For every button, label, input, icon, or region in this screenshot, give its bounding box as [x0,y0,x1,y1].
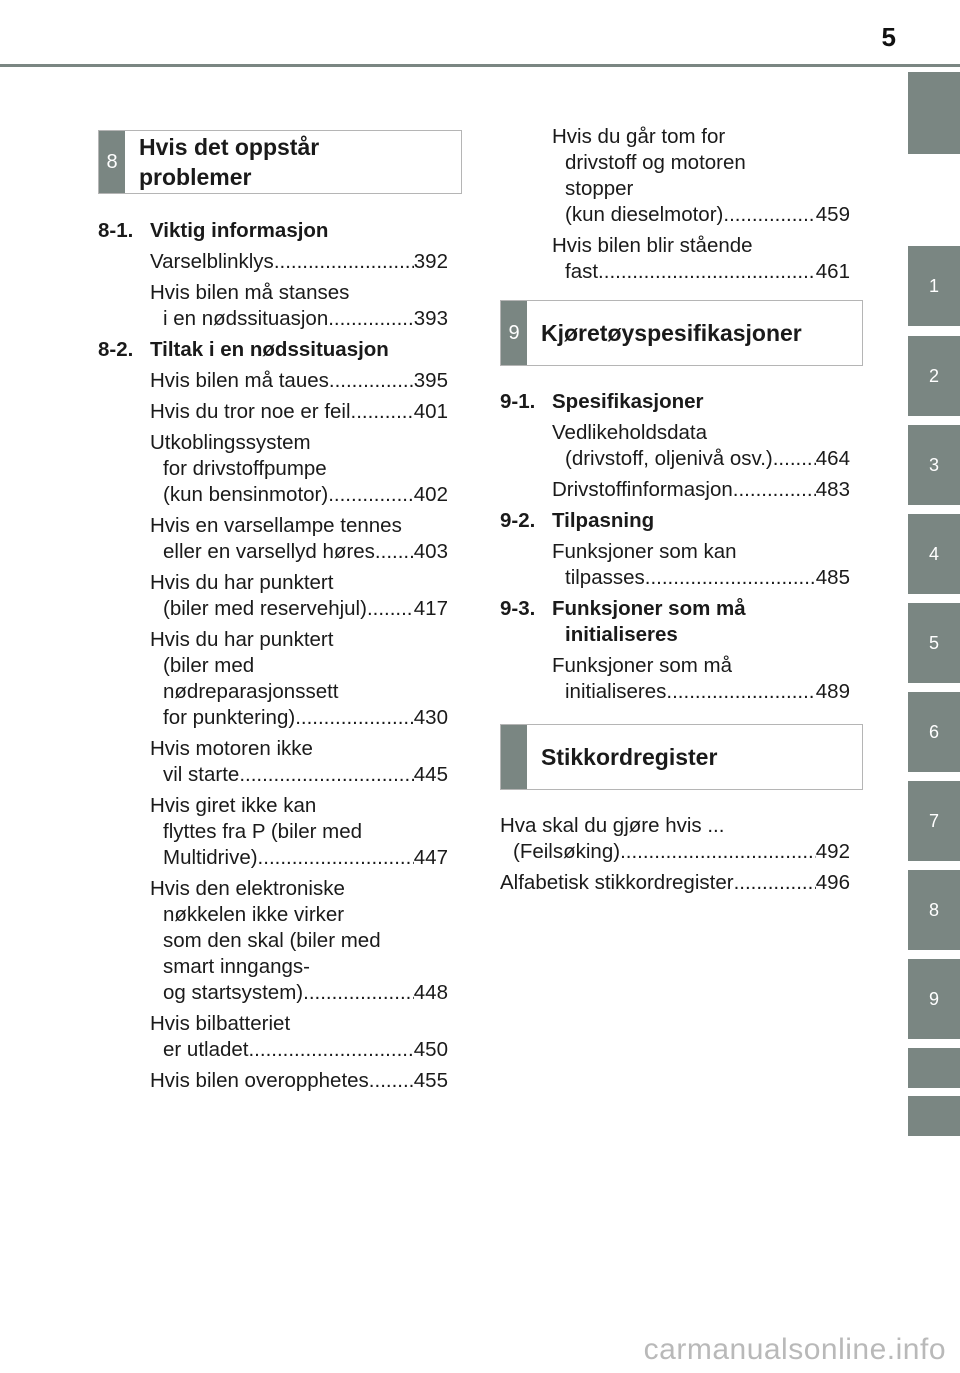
toc-entry-row [552,477,850,503]
page-ref: 403 [413,540,448,563]
section-8-header [98,130,462,194]
leader-dots [328,306,414,332]
section-tag: 9 [501,301,527,365]
toc-entry-row [150,596,448,622]
toc-group-number: 9-2. [500,509,536,532]
leader-dots [328,482,414,508]
toc-entry-text: drivstoff og motoren [565,151,746,174]
toc-entry-row [552,565,850,591]
section-tag-blank [501,725,527,789]
toc-entry-row [150,306,448,332]
leader-dots [375,539,414,565]
toc-entry[interactable] [98,280,448,332]
leader-dots [734,870,816,896]
toc-entry-text: stopper [565,177,634,200]
toc-entry-text: er utladet [163,1038,249,1061]
toc-entry-text: Hvis bilen blir stående [552,234,753,257]
toc-entry-text: Hvis du går tom for [552,125,726,148]
toc-group-title: Tilpasning [552,509,655,532]
leader-dots [239,762,413,788]
toc-entry-text: (Feilsøking) [513,840,621,863]
page-ref: 395 [413,369,448,392]
toc-entry-text: (kun bensinmotor) [163,483,329,506]
page-ref: 461 [815,260,850,283]
spacer [500,705,850,710]
toc-entry-text: og startsystem) [163,981,304,1004]
page-ref: 448 [413,981,448,1004]
toc-entry-text: Varselblinklys [150,250,274,273]
toc-group-title: Funksjoner som må [552,597,746,620]
toc-entry[interactable] [98,793,448,871]
toc-entry-row [150,539,448,565]
section-title: Stikkordregister [541,744,718,770]
leader-dots [274,249,414,275]
page-ref: 402 [413,483,448,506]
page-number: 5 [881,22,896,52]
toc-entry-row [150,980,448,1006]
toc-column-left [98,218,448,1099]
toc-entry[interactable] [500,124,850,228]
toc-entry-row [150,845,448,871]
toc-group-title: Tiltak i en nødssituasjon [150,338,389,361]
toc-group-title: Viktig informasjon [150,219,329,242]
toc-entry-text: for punktering) [163,706,296,729]
chapter-tab-label: 6 [928,721,939,742]
leader-dots [258,845,414,871]
section-title-line: Hvis det oppstår [139,134,320,160]
toc-entry-text: for drivstoffpumpe [163,457,327,480]
toc-entry-text: Hvis bilen overopphetes [150,1069,369,1092]
chapter-tab-label: 1 [928,275,939,296]
toc-entry[interactable] [98,736,448,788]
toc-entry[interactable] [500,420,850,472]
chapter-tab-7[interactable] [908,781,960,861]
toc-entry-row [150,705,448,731]
toc-entry[interactable] [98,368,448,394]
page-ref: 464 [815,447,850,470]
toc-entry[interactable] [98,513,448,565]
page-ref: 496 [815,871,850,894]
chapter-tab-label: 9 [928,988,939,1009]
leader-dots [723,202,815,228]
toc-entry-text: Hvis den elektroniske [150,877,345,900]
toc-entry-text: (kun dieselmotor) [565,203,724,226]
toc-group-title: Spesifikasjoner [552,390,704,413]
chapter-tab-label: 4 [928,543,939,564]
toc-entry[interactable] [500,653,850,705]
chapter-tab-label: 7 [928,810,939,831]
page-ref: 430 [413,706,448,729]
leader-dots [248,1037,413,1063]
toc-entry[interactable] [500,477,850,503]
leader-dots [367,596,414,622]
toc-group-heading-cont [500,622,850,648]
spacer [98,1094,448,1099]
page-ref: 450 [413,1038,448,1061]
toc-entry-text: Utkoblingssystem [150,431,311,454]
toc-entry[interactable] [98,627,448,731]
toc-entry[interactable] [98,1068,448,1094]
toc-entry[interactable] [98,249,448,275]
toc-entry[interactable] [98,399,448,425]
chapter-tab-blank-top [908,72,960,154]
chapter-tab-blank-a [908,1048,960,1088]
leader-dots [351,399,414,425]
toc-entry-text: som den skal (biler med [163,929,381,952]
spacer [500,285,850,290]
toc-entry-text: i en nødssituasjon [163,307,329,330]
toc-entry-text: Funksjoner som kan [552,540,737,563]
toc-entry-text: fast [565,260,599,283]
chapter-tab-8[interactable] [908,870,960,950]
leader-dots [598,259,816,285]
leader-dots [369,1068,414,1094]
chapter-tab-2[interactable] [908,336,960,416]
toc-entry-row [150,482,448,508]
toc-entry-text: tilpasses [565,566,645,589]
chapter-tab-4[interactable] [908,514,960,594]
toc-entry[interactable] [500,870,850,896]
toc-column-right-section9 [500,389,850,710]
toc-entry-text: Hvis bilen må taues [150,369,329,392]
toc-entry-row [150,399,448,425]
page-ref: 447 [413,846,448,869]
toc-entry-row [150,249,448,275]
toc-entry-text: (biler med reservehjul) [163,597,367,620]
toc-entry-text: eller en varsellyd høres [163,540,375,563]
leader-dots [329,368,414,394]
toc-entry-row [552,259,850,285]
chapter-tab-label: 5 [928,632,939,653]
toc-entry-row [552,679,850,705]
chapter-tab-5[interactable] [908,603,960,683]
toc-column-right-continued [500,124,850,290]
toc-entry-text: (biler med [163,654,255,677]
leader-dots [295,705,414,731]
section-title: Kjøretøyspesifikasjoner [541,320,802,346]
toc-group-number: 9-1. [500,390,536,413]
toc-entry-row [150,1037,448,1063]
chapter-tab-6[interactable] [908,692,960,772]
toc-group-number: 9-3. [500,597,536,620]
toc-entry-row [552,202,850,228]
toc-entry[interactable] [500,233,850,285]
toc-entry-text: Hvis du tror noe er feil [150,400,351,423]
page-ref: 489 [815,680,850,703]
page-ref: 417 [413,597,448,620]
section-tag: 8 [99,131,125,193]
toc-entry-text: Hvis bilen må stanses [150,281,350,304]
toc-group-heading [500,389,850,415]
toc-entry-text: smart inngangs- [163,955,310,978]
leader-dots [303,980,414,1006]
chapter-tab-label: 8 [928,899,939,920]
page-ref: 492 [815,840,850,863]
spacer [500,896,850,901]
toc-entry-text: nødreparasjonssett [163,680,339,703]
page-ref: 455 [413,1069,448,1092]
toc-group-heading [98,218,448,244]
toc-entry[interactable] [500,813,850,865]
page-ref: 401 [413,400,448,423]
toc-entry-text: Drivstoffinformasjon [552,478,733,501]
chapter-tab-label: 3 [928,454,939,475]
page-ref: 459 [815,203,850,226]
toc-group-heading [500,508,850,534]
toc-entry-text: nøkkelen ikke virker [163,903,345,926]
leader-dots [620,839,816,865]
chapter-tab-blank-b [908,1096,960,1136]
toc-entry-text: vil starte [163,763,240,786]
toc-entry-text: initialiseres [565,680,667,703]
toc-entry-text: Funksjoner som må [552,654,733,677]
toc-entry-text: Hvis giret ikke kan [150,794,317,817]
toc-entry-text: (drivstoff, oljenivå osv.) [565,447,773,470]
page-ref: 392 [413,250,448,273]
index-header [500,724,863,790]
toc-entry-text: Hvis bilbatteriet [150,1012,291,1035]
toc-entry-row [552,446,850,472]
watermark: carmanualsonline.info [643,1333,946,1366]
page-ref: 483 [815,478,850,501]
toc-entry-row [150,1068,448,1094]
toc-entry-text: flyttes fra P (biler med [163,820,362,843]
leader-dots [645,565,816,591]
toc-entry[interactable] [500,539,850,591]
toc-group-heading [98,337,448,363]
toc-entry-text: Hvis en varsellampe tennes [150,514,402,537]
toc-group-title: initialiseres [565,623,678,646]
page-ref: 445 [413,763,448,786]
section-9-header [500,300,863,366]
toc-entry-row [500,839,850,865]
toc-group-number: 8-2. [98,338,134,361]
chapter-tab-label: 2 [928,365,939,386]
toc-entry-text: Hva skal du gjøre hvis ... [500,814,725,837]
toc-entry[interactable] [98,570,448,622]
toc-entry[interactable] [98,1011,448,1063]
toc-column-right-index [500,813,850,901]
toc-entry-row [500,870,850,896]
toc-entry-text: Alfabetisk stikkordregister [500,871,734,894]
top-rule [0,64,960,67]
leader-dots [666,679,815,705]
page-ref: 393 [413,307,448,330]
chapter-tab-1[interactable] [908,246,960,326]
toc-entry-text: Multidrive) [163,846,258,869]
leader-dots [773,446,816,472]
toc-entry-text: Hvis du har punktert [150,571,334,594]
chapter-tab-9[interactable] [908,959,960,1039]
toc-entry-row [150,368,448,394]
leader-dots [733,477,816,503]
toc-entry-text: Hvis motoren ikke [150,737,313,760]
section-title [125,131,319,193]
toc-group-heading [500,596,850,622]
toc-entry[interactable] [98,876,448,1006]
toc-entry[interactable] [98,430,448,508]
toc-entry-text: Vedlikeholdsdata [552,421,708,444]
page-ref: 485 [815,566,850,589]
toc-group-number: 8-1. [98,219,134,242]
section-title-line: problemer [139,164,252,190]
toc-entry-text: Hvis du har punktert [150,628,334,651]
chapter-tab-3[interactable] [908,425,960,505]
toc-entry-row [150,762,448,788]
